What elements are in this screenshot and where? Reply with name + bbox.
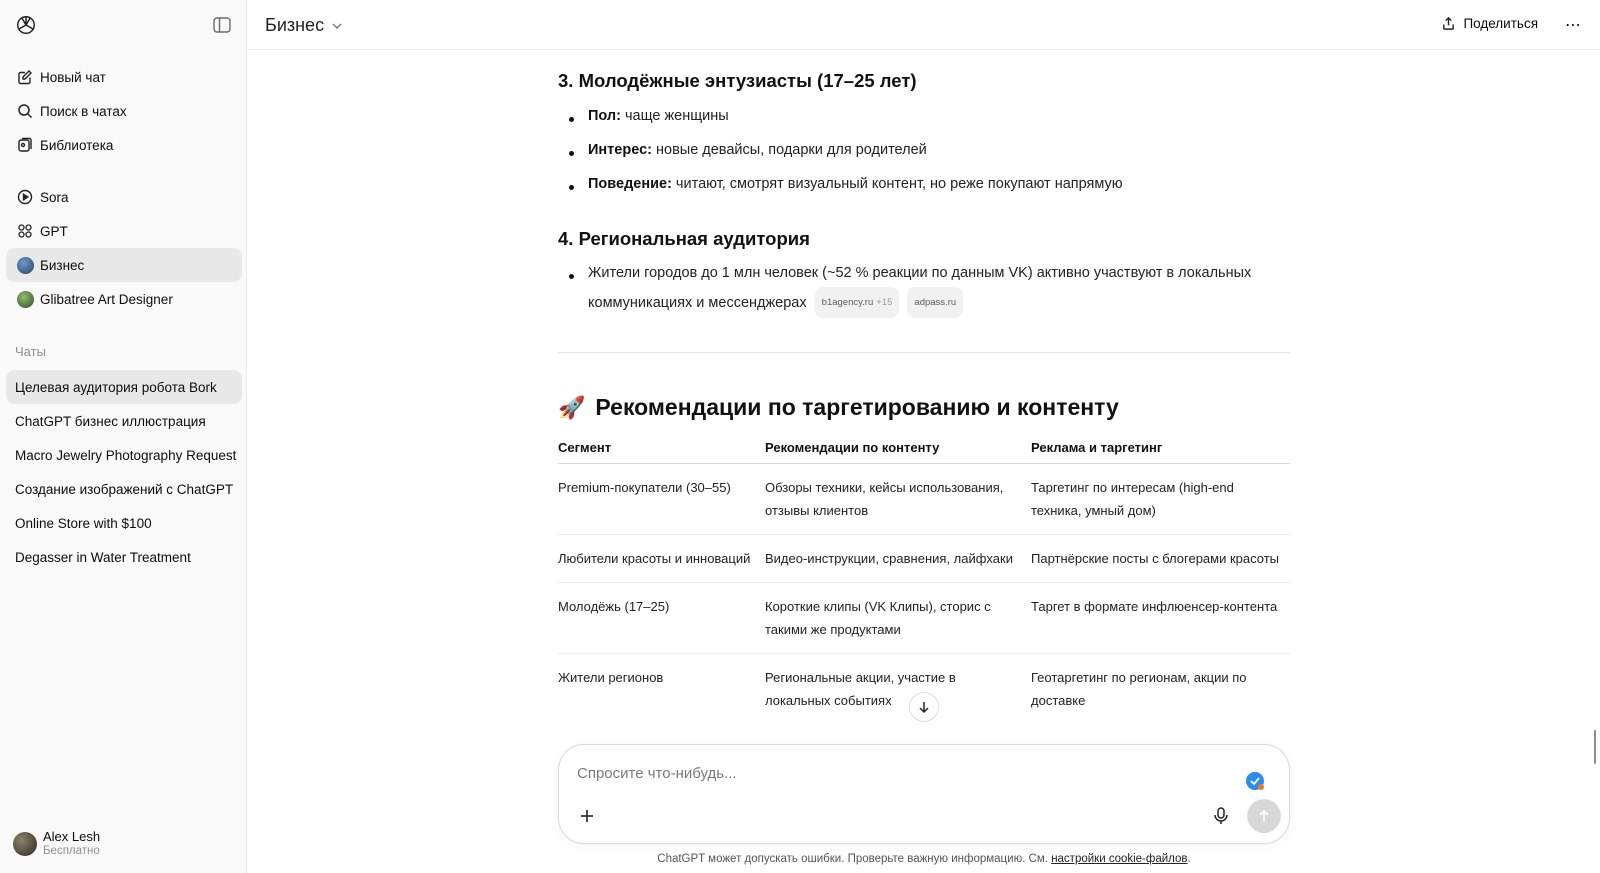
sidebar-item-search[interactable]: [6, 94, 242, 128]
more-options-icon[interactable]: ⋯: [1565, 17, 1582, 34]
search-icon: [16, 102, 34, 120]
divider: [558, 352, 1290, 353]
table-row: [558, 582, 1290, 653]
sidebar-item-label: Glibatree Art Designer: [40, 291, 173, 307]
sidebar-item-library[interactable]: [6, 128, 242, 162]
section-heading: 4. Региональная аудитория: [558, 228, 810, 249]
cookie-settings-link[interactable]: настройки cookie-файлов: [1051, 853, 1188, 865]
table-cell: Таргет в формате инфлюенсер-контента: [1031, 582, 1290, 653]
source-chip[interactable]: [907, 287, 963, 318]
bullet-dot: [569, 117, 574, 122]
table-cell: Таргетинг по интересам (high-end техника, умный дом): [1031, 463, 1290, 534]
list-item: [588, 103, 1288, 130]
grid-icon: [16, 222, 34, 240]
rocket-icon: 🚀: [558, 394, 586, 420]
arrow-up-icon: [1257, 809, 1271, 823]
table-row: [558, 463, 1290, 534]
table-cell: Любители красоты и инноваций: [558, 534, 765, 582]
library-icon: [16, 136, 34, 154]
sidebar-item-business[interactable]: [6, 248, 242, 282]
chat-item-label: Создание изображений с ChatGPT: [15, 481, 234, 497]
table-cell: Региональные акции, участие в локальных событиях: [765, 669, 956, 708]
list-item: [588, 260, 1288, 318]
list-item-key: Пол:: [588, 108, 621, 124]
source-chip[interactable]: [815, 287, 900, 318]
openai-logo-icon[interactable]: [15, 14, 37, 36]
scrollbar-thumb[interactable]: [1594, 730, 1596, 764]
user-plan: Бесплатно: [43, 845, 100, 857]
list-item-text: Жители городов до 1 млн человек (~52 % реакции по данным VK) активно участвуют в локальных коммуникациях и мессенджерах: [588, 265, 1252, 311]
disclaimer: [248, 853, 1600, 865]
recommendations-title: Рекомендации по таргетированию и контенту: [595, 394, 1119, 420]
table-cell: Обзоры техники, кейсы использования, отзывы клиентов: [765, 463, 1031, 534]
chat-item-label: ChatGPT бизнес иллюстрация: [15, 413, 206, 429]
list-item-text: читают, смотрят визуальный контент, но реже покупают напрямую: [671, 176, 1123, 192]
bullet-dot: [569, 151, 574, 156]
microphone-icon[interactable]: [1212, 806, 1230, 826]
send-button[interactable]: [1247, 799, 1281, 833]
list-item-text: чаще женщины: [620, 108, 729, 124]
share-button[interactable]: [1441, 16, 1538, 31]
recommendations-heading: [558, 394, 1119, 421]
source-chip-count: +15: [876, 297, 893, 308]
chevron-down-icon: [330, 19, 344, 33]
sidebar-item-gpt[interactable]: [6, 214, 242, 248]
table-header: Рекомендации по контенту: [765, 432, 1031, 463]
table-cell: Геотаргетинг по регионам, акции по доставке: [1031, 669, 1247, 708]
list-item-key: Интерес:: [588, 142, 652, 158]
sidebar-item-sora[interactable]: [6, 180, 242, 214]
sidebar-item-label: Sora: [40, 189, 69, 205]
sidebar-item-label: Новый чат: [40, 69, 106, 85]
chat-item-label: Целевая аудитория робота Bork: [15, 379, 217, 395]
sidebar: [0, 0, 247, 873]
chat-item[interactable]: [6, 472, 242, 506]
chat-item[interactable]: [6, 438, 242, 472]
model-selector[interactable]: [265, 15, 344, 36]
sidebar-item-label: Поиск в чатах: [40, 103, 127, 119]
top-header: [248, 0, 1600, 50]
table-cell: Партнёрские посты с блогерами красоты: [1031, 534, 1290, 582]
list-item: [588, 137, 1288, 164]
bullet-dot: [569, 274, 574, 279]
share-label: Поделиться: [1463, 16, 1538, 31]
table-header: Реклама и таргетинг: [1031, 432, 1290, 463]
plus-icon[interactable]: [577, 806, 597, 826]
table-cell: Жители регионов: [558, 669, 664, 685]
bullet-dot: [569, 185, 574, 190]
list-item-key: Поведение:: [588, 176, 672, 192]
table-cell: Молодёжь (17–25): [558, 582, 765, 653]
verified-badge-icon[interactable]: [1245, 771, 1265, 791]
gpt-avatar-icon: [16, 290, 34, 308]
chats-section-label: Чаты: [15, 344, 46, 359]
chat-item-label: Online Store with $100: [15, 515, 152, 531]
gpt-avatar-icon: [16, 256, 34, 274]
table-header-row: [558, 432, 1290, 463]
disclaimer-text: ChatGPT может допускать ошибки. Проверьте важную информацию. См.: [657, 853, 1052, 865]
disclaimer-end: .: [1187, 853, 1191, 865]
chat-item[interactable]: [6, 370, 242, 404]
scroll-to-bottom-button[interactable]: [909, 692, 939, 722]
user-profile[interactable]: [13, 829, 100, 858]
user-name: Alex Lesh: [43, 829, 101, 844]
arrow-down-icon: [917, 700, 931, 714]
chat-item[interactable]: [6, 404, 242, 438]
composer: [558, 744, 1290, 844]
share-icon: [1441, 16, 1456, 31]
sidebar-item-label: Библиотека: [40, 137, 114, 153]
play-icon: [16, 188, 34, 206]
table-header: Сегмент: [558, 432, 765, 463]
edit-icon: [16, 68, 34, 86]
sidebar-toggle-icon[interactable]: [213, 17, 231, 33]
source-chip-label: adpass.ru: [914, 297, 957, 308]
chat-item[interactable]: [6, 540, 242, 574]
source-chip-label: b1agency.ru: [821, 297, 874, 308]
table-cell: Короткие клипы (VK Клипы), сторис с такими же продуктами: [765, 582, 1031, 653]
table-row: [558, 534, 1290, 582]
avatar: [13, 832, 37, 856]
table-cell: Видео-инструкции, сравнения, лайфхаки: [765, 534, 1031, 582]
table-cell: Premium-покупатели (30–55): [558, 463, 765, 534]
chat-item-label: Macro Jewelry Photography Request: [15, 447, 237, 463]
chat-item-label: Degasser in Water Treatment: [15, 549, 191, 565]
section-heading: 3. Молодёжные энтузиасты (17–25 лет): [558, 70, 917, 91]
list-item-text: новые девайсы, подарки для родителей: [651, 142, 927, 158]
sidebar-item-label: Бизнес: [40, 257, 85, 273]
recommendations-table: [558, 432, 1290, 724]
chat-item[interactable]: [6, 506, 242, 540]
sidebar-item-glibatree[interactable]: [6, 282, 242, 316]
list-item: [588, 171, 1288, 198]
sidebar-item-new-chat[interactable]: [6, 60, 242, 94]
model-name-label: Бизнес: [265, 15, 325, 35]
prompt-input[interactable]: [577, 761, 1177, 785]
sidebar-item-label: GPT: [40, 223, 68, 239]
